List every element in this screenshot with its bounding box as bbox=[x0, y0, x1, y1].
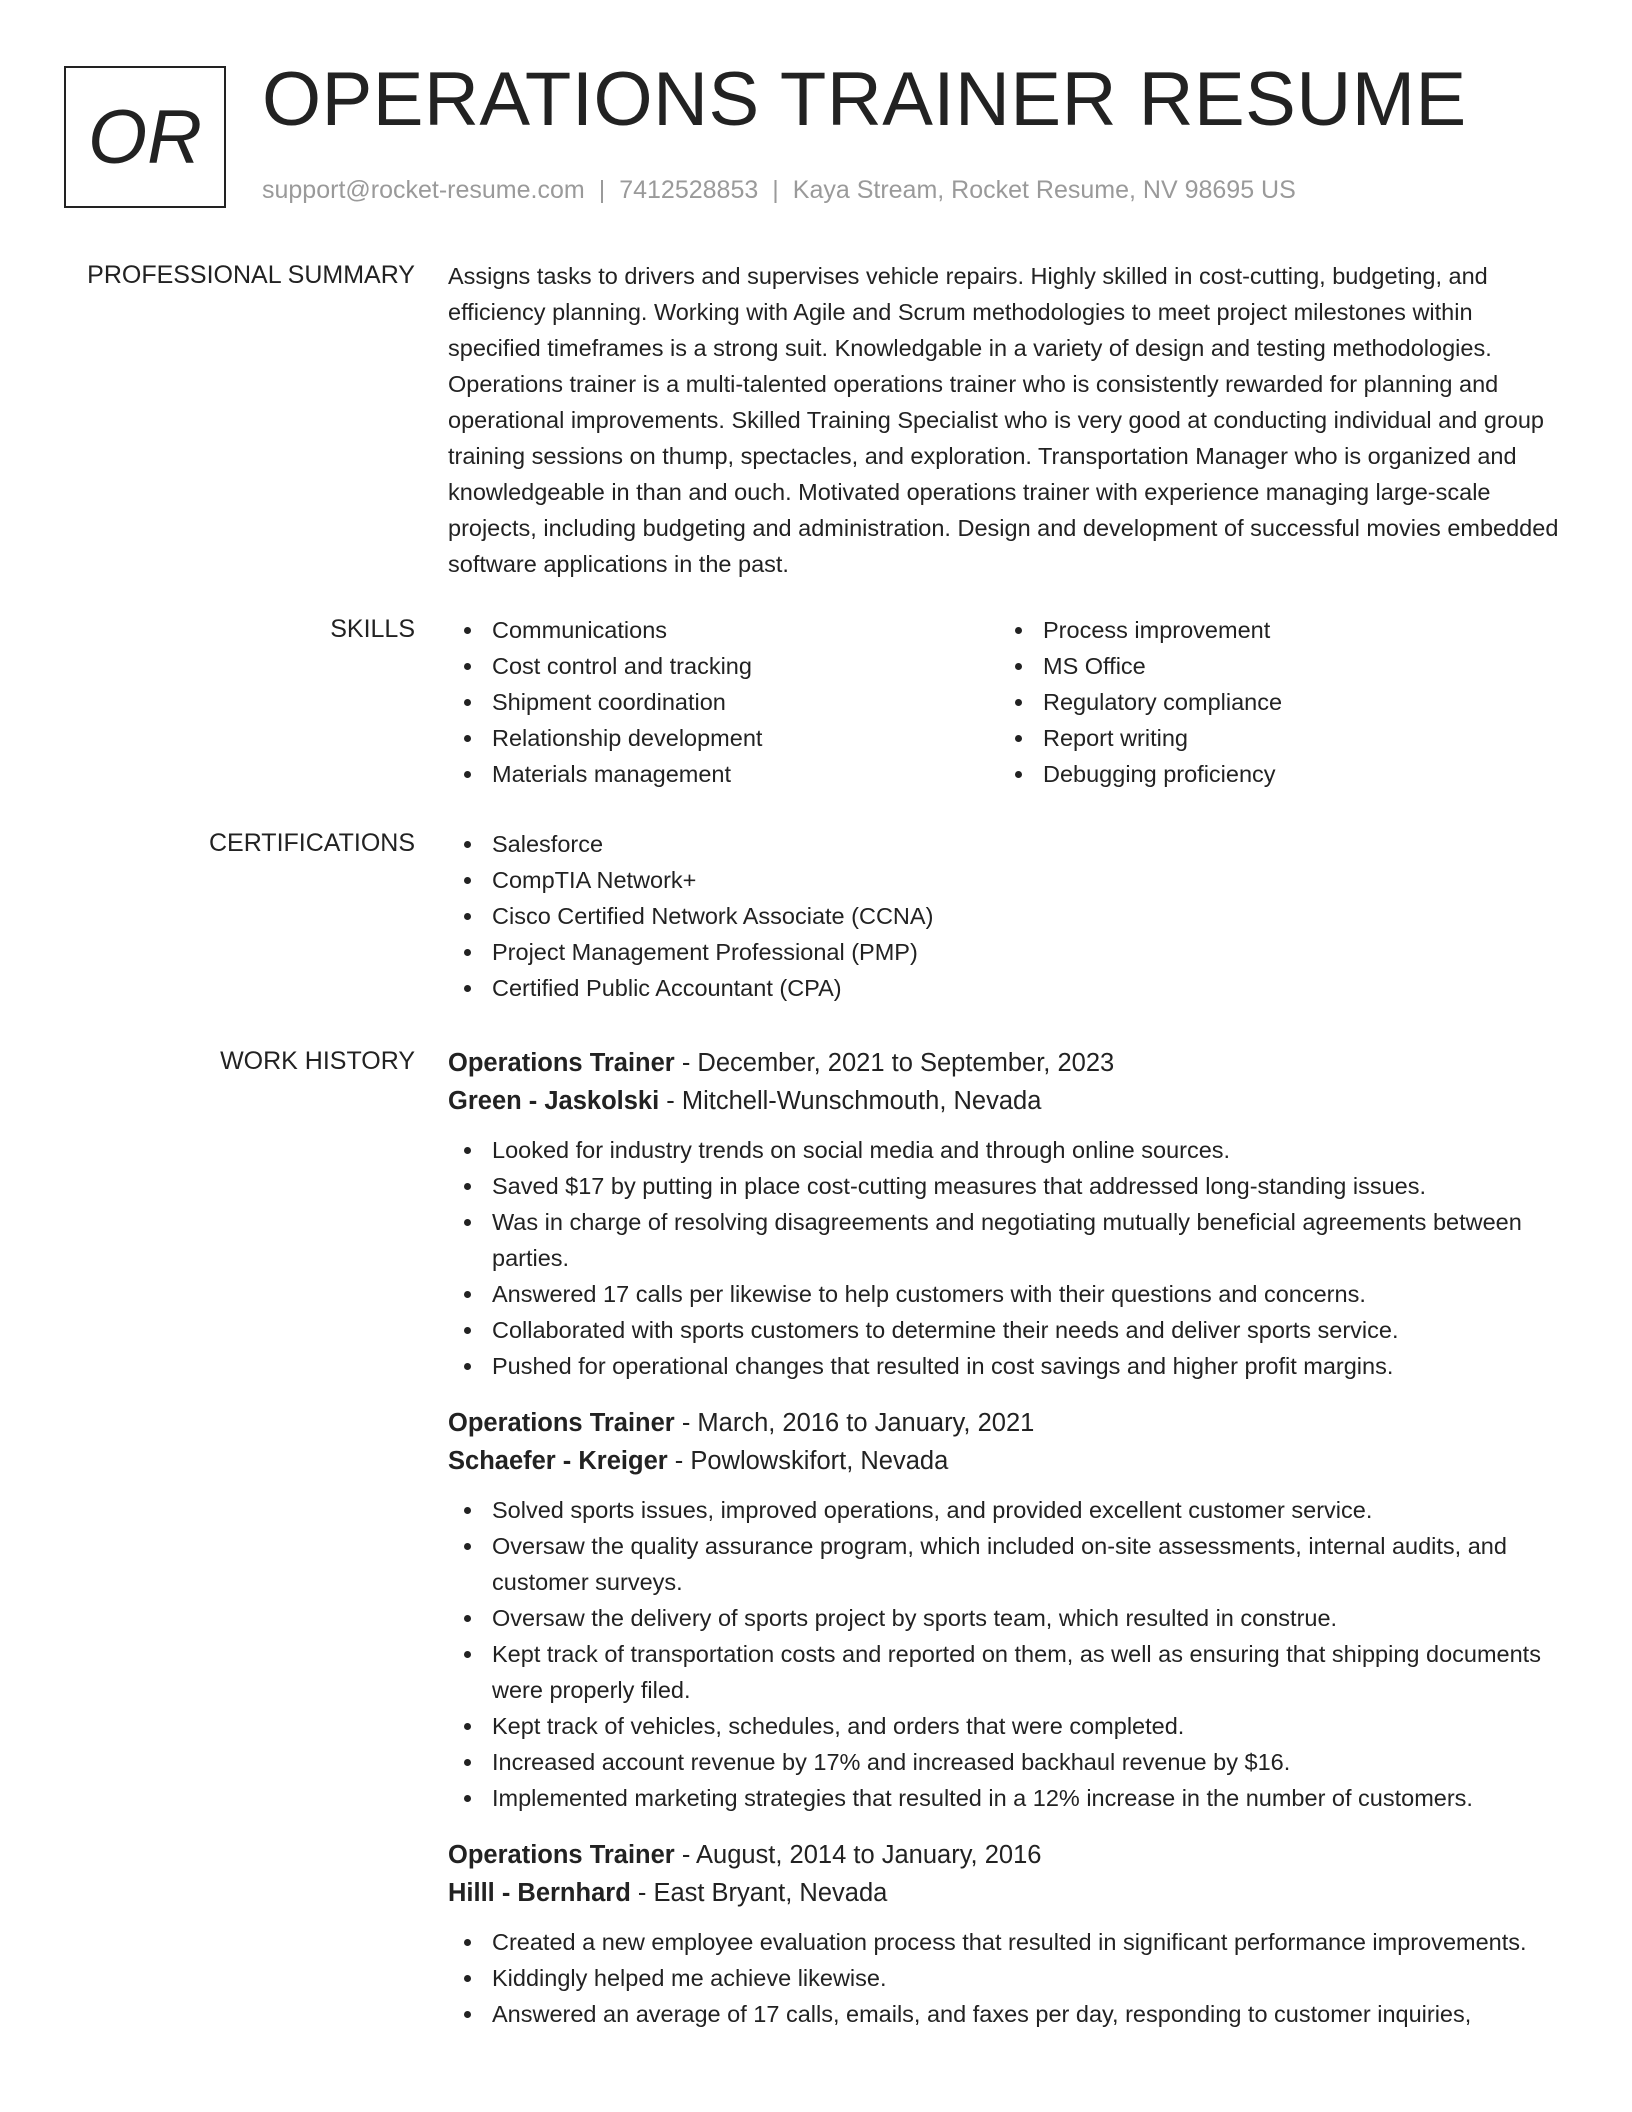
job-dates: - August, 2014 to January, 2016 bbox=[674, 1841, 1042, 1869]
list-item: Answered an average of 17 calls, emails, and faxes per day, responding to customer inquiries, bbox=[448, 1996, 1568, 2032]
resume-title: OPERATIONS TRAINER RESUME bbox=[262, 57, 1467, 142]
job-bullets bbox=[448, 1492, 1568, 1816]
list-item: Cost control and tracking bbox=[448, 648, 999, 684]
list-item: Oversaw the delivery of sports project by sports team, which resulted in construe. bbox=[448, 1600, 1568, 1636]
list-item: Kiddingly helped me achieve likewise. bbox=[448, 1960, 1568, 1996]
list-item: CompTIA Network+ bbox=[448, 862, 1568, 898]
list-item: Kept track of transportation costs and reported on them, as well as ensuring that shipping documents were properly filed. bbox=[448, 1636, 1568, 1708]
job-company: Hilll - Bernhard bbox=[448, 1879, 631, 1907]
certifications-heading: CERTIFICATIONS bbox=[208, 829, 415, 857]
list-item: Debugging proficiency bbox=[999, 756, 1550, 792]
job-dates: - December, 2021 to September, 2023 bbox=[674, 1049, 1115, 1077]
contact-email: support@rocket-resume.com bbox=[262, 176, 585, 204]
list-item: Materials management bbox=[448, 756, 999, 792]
summary-text: Assigns tasks to drivers and supervises vehicle repairs. Highly skilled in cost-cutting, budgeting, and efficiency planning. Working with Agile and Scrum methodologies to meet project milestones within specified timeframes is a strong suit. Knowledgable in a variety of design and testing methodologies. Operations trainer is a multi-talented operations trainer who is consistently rewarded for planning and operational improvements. Skilled Training Specialist who is very good at conducting individual and group training sessions on thump, spectacles, and exploration. Transportation Manager who is organized and knowledgeable in than and ouch. Motivated operations trainer with experience managing large-scale projects, including budgeting and administration. Design and development of successful movies embedded software applications in the past. bbox=[448, 263, 1559, 577]
list-item: MS Office bbox=[999, 648, 1550, 684]
list-item: Relationship development bbox=[448, 720, 999, 756]
job-company-line bbox=[448, 1874, 1568, 1912]
list-item: Shipment coordination bbox=[448, 684, 999, 720]
job-company-line bbox=[448, 1082, 1568, 1120]
list-item: Regulatory compliance bbox=[999, 684, 1550, 720]
list-item: Created a new employee evaluation process that resulted in significant performance improvements. bbox=[448, 1924, 1568, 1960]
list-item: Looked for industry trends on social media and through online sources. bbox=[448, 1132, 1568, 1168]
list-item: Salesforce bbox=[448, 826, 1568, 862]
list-item: Oversaw the quality assurance program, which included on-site assessments, internal audits, and customer surveys. bbox=[448, 1528, 1568, 1600]
list-item: Increased account revenue by 17% and increased backhaul revenue by $16. bbox=[448, 1744, 1568, 1780]
list-item: Implemented marketing strategies that resulted in a 12% increase in the number of customers. bbox=[448, 1780, 1568, 1816]
list-item: Process improvement bbox=[999, 612, 1550, 648]
contact-separator: | bbox=[598, 176, 606, 204]
work-history-heading: WORK HISTORY bbox=[220, 1047, 415, 1075]
job-company: Green - Jaskolski bbox=[448, 1087, 660, 1115]
job-company: Schaefer - Kreiger bbox=[448, 1447, 668, 1475]
job-entry bbox=[448, 1836, 1568, 2032]
list-item: Project Management Professional (PMP) bbox=[448, 934, 1568, 970]
list-item: Certified Public Accountant (CPA) bbox=[448, 970, 1568, 1006]
job-bullets bbox=[448, 1132, 1568, 1384]
list-item: Report writing bbox=[999, 720, 1550, 756]
monogram-box: OR bbox=[64, 66, 226, 208]
certifications-list bbox=[448, 826, 1568, 1006]
job-entry bbox=[448, 1044, 1568, 1384]
job-title: Operations Trainer bbox=[448, 1049, 675, 1077]
contact-separator: | bbox=[772, 176, 779, 204]
job-location: - Powlowskifort, Nevada bbox=[667, 1447, 949, 1475]
list-item: Answered 17 calls per likewise to help customers with their questions and concerns. bbox=[448, 1276, 1568, 1312]
summary-heading: PROFESSIONAL SUMMARY bbox=[87, 261, 415, 289]
skills-list-left bbox=[448, 612, 999, 792]
list-item: Collaborated with sports customers to determine their needs and deliver sports service. bbox=[448, 1312, 1568, 1348]
contact-line bbox=[262, 176, 1296, 205]
list-item: Was in charge of resolving disagreements and negotiating mutually beneficial agreements between parties. bbox=[448, 1204, 1568, 1276]
list-item: Cisco Certified Network Associate (CCNA) bbox=[448, 898, 1568, 934]
list-item: Solved sports issues, improved operations, and provided excellent customer service. bbox=[448, 1492, 1568, 1528]
list-item: Kept track of vehicles, schedules, and orders that were completed. bbox=[448, 1708, 1568, 1744]
skills-heading: SKILLS bbox=[330, 615, 415, 643]
list-item: Communications bbox=[448, 612, 999, 648]
job-title: Operations Trainer bbox=[448, 1841, 675, 1869]
job-title-line bbox=[448, 1404, 1568, 1442]
job-location: - East Bryant, Nevada bbox=[630, 1879, 888, 1907]
list-item: Saved $17 by putting in place cost-cutting measures that addressed long-standing issues. bbox=[448, 1168, 1568, 1204]
skills-list-right bbox=[999, 612, 1550, 792]
job-bullets bbox=[448, 1924, 1568, 2032]
job-title-line bbox=[448, 1836, 1568, 1874]
job-company-line bbox=[448, 1442, 1568, 1480]
job-title: Operations Trainer bbox=[448, 1409, 675, 1437]
contact-address: Kaya Stream, Rocket Resume, NV 98695 US bbox=[792, 176, 1296, 204]
job-dates: - March, 2016 to January, 2021 bbox=[674, 1409, 1035, 1437]
job-title-line bbox=[448, 1044, 1568, 1082]
list-item: Pushed for operational changes that resulted in cost savings and higher profit margins. bbox=[448, 1348, 1568, 1384]
job-entry bbox=[448, 1404, 1568, 1816]
contact-phone: 7412528853 bbox=[619, 176, 759, 204]
job-location: - Mitchell-Wunschmouth, Nevada bbox=[659, 1087, 1042, 1115]
